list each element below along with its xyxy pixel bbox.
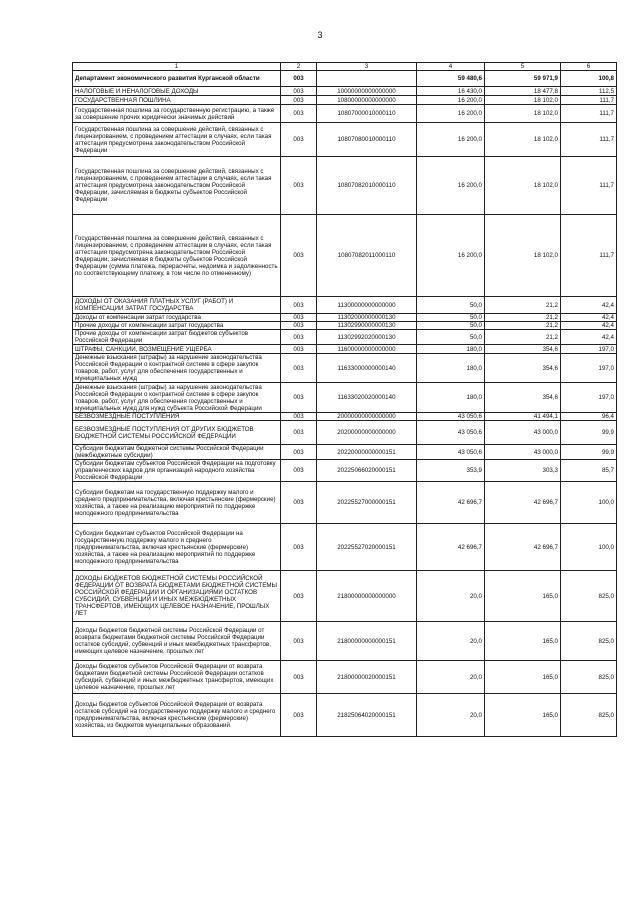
column-header: 1 [73, 63, 281, 71]
row-name-cell: Субсидии бюджетам субъектов Российской Федерации на государственную поддержку малого и среднего предпринимательства, включая крестьянские (фермерские) хозяйства, а также на реализацию мероприятий по поддержке молодежного предпринимательства [73, 524, 281, 571]
row-plan-cell: 50,0 [417, 297, 485, 314]
row-budget-code-cell: 11302990000000130 [317, 322, 417, 330]
row-percent-cell: 42,4 [561, 297, 617, 314]
table-row [73, 482, 617, 524]
row-plan-cell: 20,0 [417, 571, 485, 622]
row-plan-cell: 16 200,0 [417, 123, 485, 157]
column-header: 6 [561, 63, 617, 71]
row-percent-cell: 42,4 [561, 330, 617, 345]
row-actual-cell: 43 000,0 [485, 421, 561, 445]
table-row [73, 322, 617, 330]
row-name-cell: Денежные взыскания (штрафы) за нарушение законодательства Российской Федерации о контрактной системе в сфере закупок товаров, работ, услуг для обеспечения государственных и муниципальных нужд [73, 354, 281, 383]
table-row [73, 123, 617, 157]
row-name-cell: ГОСУДАРСТВЕННАЯ ПОШЛИНА [73, 96, 281, 105]
row-budget-code-cell: 20225527000000151 [317, 482, 417, 524]
table-row [73, 345, 617, 354]
row-name-cell: Департамент экономического развития Курганской области [73, 71, 281, 87]
row-percent-cell: 197,0 [561, 345, 617, 354]
row-admin-code-cell: 003 [281, 694, 317, 737]
column-header: 2 [281, 63, 317, 71]
row-plan-cell: 180,0 [417, 354, 485, 383]
row-plan-cell: 50,0 [417, 330, 485, 345]
column-header: 4 [417, 63, 485, 71]
table-row [73, 571, 617, 622]
row-name-cell: Доходы бюджетов субъектов Российской Федерации от возврата остатков субсидий на государственную поддержку малого и среднего предпринимательства, включая крестьянские (фермерские) хозяйства, из бюджетов муниципальных образований [73, 694, 281, 737]
row-percent-cell: 825,0 [561, 694, 617, 737]
row-plan-cell: 16 200,0 [417, 157, 485, 215]
row-percent-cell: 825,0 [561, 571, 617, 622]
row-admin-code-cell: 003 [281, 661, 317, 694]
row-actual-cell: 354,6 [485, 345, 561, 354]
row-budget-code-cell: 20220000000000151 [317, 445, 417, 460]
row-budget-code-cell: 11633020020000140 [317, 383, 417, 413]
row-name-cell: НАЛОГОВЫЕ И НЕНАЛОГОВЫЕ ДОХОДЫ [73, 87, 281, 96]
row-name-cell: ДОХОДЫ ОТ ОКАЗАНИЯ ПЛАТНЫХ УСЛУГ (РАБОТ) И КОМПЕНСАЦИИ ЗАТРАТ ГОСУДАРСТВА [73, 297, 281, 314]
row-admin-code-cell: 003 [281, 345, 317, 354]
table-row [73, 445, 617, 460]
row-admin-code-cell: 003 [281, 622, 317, 661]
row-name-cell: Государственная пошлина за совершение действий, связанных с лицензированием, с проведением аттестации в случаях, если такая аттестация предусмотрена законодательством Российской Федерации, зачисляемая в бюджеты субъектов Российской Федерации [73, 157, 281, 215]
row-actual-cell: 165,0 [485, 694, 561, 737]
row-budget-code-cell: 10807080010000110 [317, 123, 417, 157]
row-plan-cell: 180,0 [417, 383, 485, 413]
row-budget-code-cell: 10800000000000000 [317, 96, 417, 105]
row-admin-code-cell: 003 [281, 314, 317, 322]
row-budget-code-cell: 21800000000000151 [317, 622, 417, 661]
row-plan-cell: 16 200,0 [417, 215, 485, 297]
row-percent-cell: 99,9 [561, 421, 617, 445]
row-name-cell: Государственная пошлина за совершение действий, связанных с лицензированием, с проведением аттестации в случаях, если такая аттестация предусмотрена законодательством Российской Федерации, зачисляемая в бюджеты субъектов Российской Федерации (сумма платежа, перерасчеты, недоимка и задолженность по соответствующему платежу, в том числе по отмененному) [73, 215, 281, 297]
table-row [73, 524, 617, 571]
row-percent-cell: 111,7 [561, 105, 617, 123]
row-admin-code-cell: 003 [281, 123, 317, 157]
row-budget-code-cell [317, 71, 417, 87]
row-name-cell: Доходы от компенсации затрат государства [73, 314, 281, 322]
row-actual-cell: 18 102,0 [485, 123, 561, 157]
row-actual-cell: 42 696,7 [485, 524, 561, 571]
row-actual-cell: 59 971,9 [485, 71, 561, 87]
row-budget-code-cell: 11302000000000130 [317, 314, 417, 322]
row-percent-cell: 197,0 [561, 383, 617, 413]
table-header-row [73, 63, 617, 71]
row-percent-cell: 99,9 [561, 445, 617, 460]
row-budget-code-cell: 11302992020000130 [317, 330, 417, 345]
table-row [73, 105, 617, 123]
row-actual-cell: 18 102,0 [485, 105, 561, 123]
budget-revenue-table [72, 62, 617, 737]
row-budget-code-cell: 11300000000000000 [317, 297, 417, 314]
row-budget-code-cell: 10807082011000110 [317, 215, 417, 297]
table-row [73, 413, 617, 421]
row-budget-code-cell: 21800000020000151 [317, 661, 417, 694]
row-actual-cell: 43 000,0 [485, 445, 561, 460]
row-name-cell: Государственная пошлина за государственную регистрацию, а также за совершение прочих юридически значимых действий [73, 105, 281, 123]
table-row [73, 354, 617, 383]
row-plan-cell: 42 696,7 [417, 482, 485, 524]
row-plan-cell: 20,0 [417, 622, 485, 661]
row-admin-code-cell: 003 [281, 460, 317, 482]
row-budget-code-cell: 21800000000000000 [317, 571, 417, 622]
page-number: 3 [317, 30, 323, 40]
row-percent-cell: 85,7 [561, 460, 617, 482]
row-actual-cell: 165,0 [485, 661, 561, 694]
row-actual-cell: 303,3 [485, 460, 561, 482]
row-percent-cell: 96,4 [561, 413, 617, 421]
row-admin-code-cell: 003 [281, 87, 317, 96]
row-percent-cell: 100,8 [561, 71, 617, 87]
row-admin-code-cell: 003 [281, 524, 317, 571]
row-plan-cell: 42 696,7 [417, 524, 485, 571]
row-budget-code-cell: 20200000000000000 [317, 421, 417, 445]
row-admin-code-cell: 003 [281, 215, 317, 297]
row-percent-cell: 100,0 [561, 482, 617, 524]
row-percent-cell: 111,7 [561, 215, 617, 297]
row-percent-cell: 42,4 [561, 322, 617, 330]
column-header: 3 [317, 63, 417, 71]
table-row [73, 96, 617, 105]
row-actual-cell: 165,0 [485, 622, 561, 661]
row-actual-cell: 21,2 [485, 330, 561, 345]
row-budget-code-cell: 10807000010000110 [317, 105, 417, 123]
row-plan-cell: 50,0 [417, 322, 485, 330]
row-percent-cell: 825,0 [561, 622, 617, 661]
row-name-cell: Прочие доходы от компенсации затрат государства [73, 322, 281, 330]
row-admin-code-cell: 003 [281, 482, 317, 524]
row-budget-code-cell: 20225066020000151 [317, 460, 417, 482]
table-row [73, 157, 617, 215]
row-plan-cell: 43 050,6 [417, 445, 485, 460]
row-admin-code-cell: 003 [281, 571, 317, 622]
row-actual-cell: 41 494,1 [485, 413, 561, 421]
row-name-cell: Субсидии бюджетам бюджетной системы Российской Федерации (межбюджетные субсидии) [73, 445, 281, 460]
table-row [73, 694, 617, 737]
row-name-cell: Доходы бюджетов субъектов Российской Федерации от возврата бюджетами бюджетной системы Российской Федерации остатков субсидий, субвенций и иных межбюджетных трансфертов, имеющих целевое назначение, прошлых лет [73, 661, 281, 694]
row-budget-code-cell: 10000000000000000 [317, 87, 417, 96]
row-name-cell: Денежные взыскания (штрафы) за нарушение законодательства Российской Федерации о контрактной системе в сфере закупок товаров, работ, услуг для обеспечения государственных и муниципальных нужд для нужд субъекта Российской Федерации [73, 383, 281, 413]
row-admin-code-cell: 003 [281, 413, 317, 421]
row-admin-code-cell: 003 [281, 96, 317, 105]
row-admin-code-cell: 003 [281, 71, 317, 87]
row-name-cell: Субсидии бюджетам на государственную поддержку малого и среднего предпринимательства, включая крестьянские (фермерские) хозяйства, а также на реализацию мероприятий по поддержке молодежного предпринимательства [73, 482, 281, 524]
table-row [73, 87, 617, 96]
row-percent-cell: 111,7 [561, 123, 617, 157]
row-actual-cell: 21,2 [485, 314, 561, 322]
table-row [73, 71, 617, 87]
row-admin-code-cell: 003 [281, 383, 317, 413]
row-admin-code-cell: 003 [281, 157, 317, 215]
row-admin-code-cell: 003 [281, 105, 317, 123]
table-row [73, 215, 617, 297]
row-percent-cell: 197,0 [561, 354, 617, 383]
row-actual-cell: 165,0 [485, 571, 561, 622]
row-plan-cell: 16 200,0 [417, 105, 485, 123]
row-actual-cell: 21,2 [485, 322, 561, 330]
row-admin-code-cell: 003 [281, 297, 317, 314]
row-plan-cell: 353,9 [417, 460, 485, 482]
table-row [73, 330, 617, 345]
row-admin-code-cell: 003 [281, 330, 317, 345]
row-admin-code-cell: 003 [281, 354, 317, 383]
row-actual-cell: 18 102,0 [485, 215, 561, 297]
table-row [73, 314, 617, 322]
row-name-cell: ДОХОДЫ БЮДЖЕТОВ БЮДЖЕТНОЙ СИСТЕМЫ РОССИЙСКОЙ ФЕДЕРАЦИИ ОТ ВОЗВРАТА БЮДЖЕТАМИ БЮДЖЕТНОЙ СИСТЕМЫ РОССИЙСКОЙ ФЕДЕРАЦИИ И ОРГАНИЗАЦИЯМИ ОСТАТКОВ СУБСИДИЙ, СУБВЕНЦИЙ И ИНЫХ МЕЖБЮДЖЕТНЫХ ТРАНСФЕРТОВ, ИМЕЮЩИХ ЦЕЛЕВОЕ НАЗНАЧЕНИЕ, ПРОШЛЫХ ЛЕТ [73, 571, 281, 622]
column-header: 5 [485, 63, 561, 71]
row-percent-cell: 111,7 [561, 157, 617, 215]
table-row [73, 297, 617, 314]
row-percent-cell: 100,0 [561, 524, 617, 571]
row-plan-cell: 50,0 [417, 314, 485, 322]
row-name-cell: Доходы бюджетов бюджетной системы Российской Федерации от возврата бюджетами бюджетной системы Российской Федерации остатков субсидий, субвенций и иных межбюджетных трансфертов, имеющих целевое назначение, прошлых лет [73, 622, 281, 661]
row-budget-code-cell: 10807082010000110 [317, 157, 417, 215]
row-plan-cell: 43 050,6 [417, 413, 485, 421]
row-plan-cell: 59 480,6 [417, 71, 485, 87]
table-row [73, 421, 617, 445]
row-plan-cell: 20,0 [417, 694, 485, 737]
row-name-cell: ШТРАФЫ, САНКЦИИ, ВОЗМЕЩЕНИЕ УЩЕРБА [73, 345, 281, 354]
row-percent-cell: 825,0 [561, 661, 617, 694]
table-row [73, 460, 617, 482]
row-name-cell: БЕЗВОЗМЕЗДНЫЕ ПОСТУПЛЕНИЯ ОТ ДРУГИХ БЮДЖЕТОВ БЮДЖЕТНОЙ СИСТЕМЫ РОССИЙСКОЙ ФЕДЕРАЦИИ [73, 421, 281, 445]
row-plan-cell: 16 200,0 [417, 96, 485, 105]
row-budget-code-cell: 11600000000000000 [317, 345, 417, 354]
row-actual-cell: 21,2 [485, 297, 561, 314]
row-actual-cell: 18 102,0 [485, 157, 561, 215]
row-plan-cell: 180,0 [417, 345, 485, 354]
row-name-cell: Государственная пошлина за совершение действий, связанных с лицензированием, с проведением аттестации в случаях, если такая аттестация предусмотрена законодательством Российской Федерации [73, 123, 281, 157]
row-budget-code-cell: 11633000000000140 [317, 354, 417, 383]
row-percent-cell: 111,7 [561, 96, 617, 105]
row-budget-code-cell: 20225527020000151 [317, 524, 417, 571]
row-name-cell: Прочие доходы от компенсации затрат бюджетов субъектов Российской Федерации [73, 330, 281, 345]
row-plan-cell: 16 430,0 [417, 87, 485, 96]
row-admin-code-cell: 003 [281, 445, 317, 460]
row-plan-cell: 43 050,6 [417, 421, 485, 445]
row-budget-code-cell: 21825064020000151 [317, 694, 417, 737]
row-percent-cell: 42,4 [561, 314, 617, 322]
row-plan-cell: 20,0 [417, 661, 485, 694]
row-admin-code-cell: 003 [281, 322, 317, 330]
table-row [73, 622, 617, 661]
row-actual-cell: 42 696,7 [485, 482, 561, 524]
row-actual-cell: 354,6 [485, 354, 561, 383]
row-actual-cell: 18 477,8 [485, 87, 561, 96]
row-name-cell: БЕЗВОЗМЕЗДНЫЕ ПОСТУПЛЕНИЯ [73, 413, 281, 421]
row-percent-cell: 112,5 [561, 87, 617, 96]
table-row [73, 661, 617, 694]
row-budget-code-cell: 20000000000000000 [317, 413, 417, 421]
row-admin-code-cell: 003 [281, 421, 317, 445]
table-row [73, 383, 617, 413]
row-name-cell: Субсидии бюджетам субъектов Российской Федерации на подготовку управленческих кадров для организаций народного хозяйства Российской Федерации [73, 460, 281, 482]
row-actual-cell: 354,6 [485, 383, 561, 413]
row-actual-cell: 18 102,0 [485, 96, 561, 105]
